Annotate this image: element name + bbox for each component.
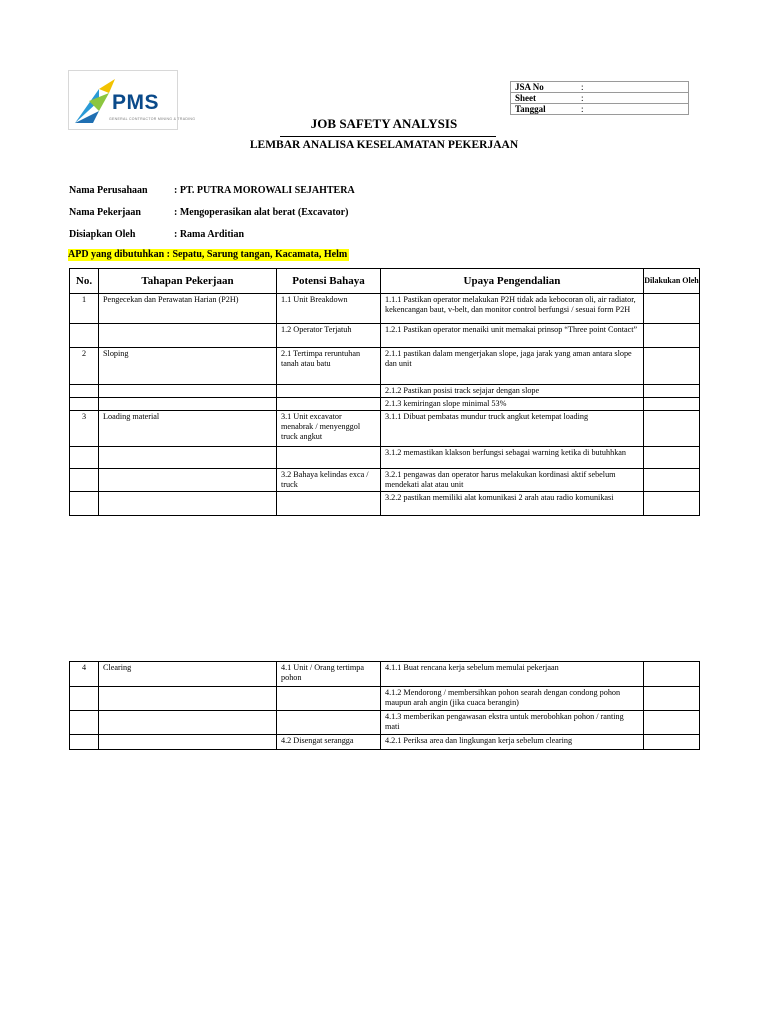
table-row xyxy=(70,662,700,687)
document-subtitle: LEMBAR ANALISA KESELAMATAN PEKERJAAN xyxy=(249,139,519,151)
cell-dilakukan xyxy=(644,662,700,687)
table-row xyxy=(70,348,700,385)
cell-upaya: 2.1.2 Pastikan posisi track sejajar dengan slope xyxy=(381,385,644,398)
cell-no xyxy=(70,492,99,516)
cell-dilakukan xyxy=(644,385,700,398)
cell-no xyxy=(70,398,99,411)
jsa-table xyxy=(69,268,700,516)
table-row xyxy=(70,447,700,469)
cell-upaya: 4.1.3 memberikan pengawasan ekstra untuk merobohkan pohon / ranting mati xyxy=(381,711,644,735)
cell-potensi: 3.2 Bahaya kelindas exca / truck xyxy=(277,469,381,492)
cell-upaya: 2.1.3 kemiringan slope minimal 53% xyxy=(381,398,644,411)
cell-tahapan xyxy=(99,385,277,398)
table-row xyxy=(70,385,700,398)
cell-upaya: 3.2.1 pengawas dan operator harus melakukan kordinasi aktif sebelum mendekati alat atau unit xyxy=(381,469,644,492)
cell-dilakukan xyxy=(644,469,700,492)
cell-no: 3 xyxy=(70,411,99,447)
cell-tahapan: Pengecekan dan Perawatan Harian (P2H) xyxy=(99,294,277,324)
cell-potensi xyxy=(277,398,381,411)
cell-tahapan xyxy=(99,492,277,516)
cell-potensi: 2.1 Tertimpa reruntuhan tanah atau batu xyxy=(277,348,381,385)
cell-dilakukan xyxy=(644,447,700,469)
jsa-box-value: : xyxy=(575,93,689,104)
cell-no xyxy=(70,711,99,735)
cell-tahapan xyxy=(99,711,277,735)
cell-dilakukan xyxy=(644,348,700,385)
prepared-label: Disiapkan Oleh xyxy=(69,229,136,240)
cell-potensi: 4.2 Disengat serangga xyxy=(277,735,381,750)
job-label: Nama Pekerjaan xyxy=(69,207,141,218)
cell-tahapan xyxy=(99,469,277,492)
logo-subtext: GENERAL CONTRACTOR MINING & TRADING xyxy=(109,117,196,121)
cell-potensi: 1.1 Unit Breakdown xyxy=(277,294,381,324)
cell-upaya: 2.1.1 pastikan dalam mengerjakan slope, jaga jarak yang aman antara slope dan unit xyxy=(381,348,644,385)
cell-tahapan xyxy=(99,687,277,711)
jsa-box-label: JSA No xyxy=(511,82,576,93)
cell-no xyxy=(70,735,99,750)
cell-upaya: 4.1.1 Buat rencana kerja sebelum memulai pekerjaan xyxy=(381,662,644,687)
cell-dilakukan xyxy=(644,411,700,447)
cell-dilakukan xyxy=(644,735,700,750)
cell-no xyxy=(70,469,99,492)
jsa-box-value: : xyxy=(575,82,689,93)
table-row xyxy=(70,411,700,447)
prepared-row xyxy=(69,229,244,240)
cell-tahapan xyxy=(99,735,277,750)
cell-no xyxy=(70,687,99,711)
company-label: Nama Perusahaan xyxy=(69,185,148,196)
cell-dilakukan xyxy=(644,294,700,324)
cell-upaya: 3.1.1 Dibuat pembatas mundur truck angkut ketempat loading xyxy=(381,411,644,447)
company-row xyxy=(69,185,355,196)
jsa-info-box xyxy=(510,81,689,115)
cell-upaya: 1.2.1 Pastikan operator menaiki unit memakai prinsop “Three point Contact” xyxy=(381,324,644,348)
cell-tahapan xyxy=(99,447,277,469)
cell-no xyxy=(70,447,99,469)
cell-upaya: 1.1.1 Pastikan operator melakukan P2H tidak ada kebocoran oli, air radiator, kekencangan baut, v-belt, dan monitor control berfungsi / sesuai form P2H xyxy=(381,294,644,324)
jsa-box-row xyxy=(511,104,689,115)
cell-dilakukan xyxy=(644,324,700,348)
cell-tahapan: Clearing xyxy=(99,662,277,687)
cell-tahapan xyxy=(99,324,277,348)
prepared-value: : Rama Arditian xyxy=(174,229,244,240)
cell-dilakukan xyxy=(644,398,700,411)
cell-tahapan: Loading material xyxy=(99,411,277,447)
cell-tahapan: Sloping xyxy=(99,348,277,385)
job-value: : Mengoperasikan alat berat (Excavator) xyxy=(174,207,349,218)
cell-potensi: 4.1 Unit / Orang tertimpa pohon xyxy=(277,662,381,687)
cell-no: 1 xyxy=(70,294,99,324)
document-title: JOB SAFETY ANALYSIS xyxy=(310,116,458,131)
cell-potensi xyxy=(277,687,381,711)
cell-potensi xyxy=(277,492,381,516)
cell-upaya: 4.2.1 Periksa area dan lingkungan kerja sebelum clearing xyxy=(381,735,644,750)
jsa-table-continued xyxy=(69,661,700,750)
jsa-box-value: : xyxy=(575,104,689,115)
logo-text: PMS xyxy=(112,91,160,114)
cell-no: 4 xyxy=(70,662,99,687)
title-underline xyxy=(280,136,496,137)
company-value: : PT. PUTRA MOROWALI SEJAHTERA xyxy=(174,185,355,196)
header-dilakukan: Dilakukan Oleh xyxy=(644,269,700,294)
table-row xyxy=(70,687,700,711)
cell-potensi: 3.1 Unit excavator menabrak / menyenggol truck angkut xyxy=(277,411,381,447)
table-row xyxy=(70,492,700,516)
table-row xyxy=(70,324,700,348)
table-row xyxy=(70,735,700,750)
cell-potensi: 1.2 Operator Terjatuh xyxy=(277,324,381,348)
cell-potensi xyxy=(277,447,381,469)
jsa-box-row xyxy=(511,82,689,93)
header-no: No. xyxy=(70,269,99,294)
cell-no xyxy=(70,324,99,348)
cell-potensi xyxy=(277,385,381,398)
cell-upaya: 3.2.2 pastikan memiliki alat komunikasi 2 arah atau radio komunikasi xyxy=(381,492,644,516)
table-row xyxy=(70,294,700,324)
cell-no: 2 xyxy=(70,348,99,385)
table-row xyxy=(70,469,700,492)
cell-no xyxy=(70,385,99,398)
cell-tahapan xyxy=(99,398,277,411)
table-row xyxy=(70,711,700,735)
header-upaya: Upaya Pengendalian xyxy=(381,269,644,294)
cell-potensi xyxy=(277,711,381,735)
jsa-box-label: Tanggal xyxy=(511,104,576,115)
header-potensi: Potensi Bahaya xyxy=(277,269,381,294)
apd-requirements: APD yang dibutuhkan : Sepatu, Sarung tangan, Kacamata, Helm xyxy=(68,249,348,260)
cell-dilakukan xyxy=(644,687,700,711)
jsa-box-label: Sheet xyxy=(511,93,576,104)
cell-upaya: 3.1.2 memastikan klakson berfungsi sebagai warning ketika di butuhhkan xyxy=(381,447,644,469)
header-tahapan: Tahapan Pekerjaan xyxy=(99,269,277,294)
job-row xyxy=(69,207,348,218)
jsa-box-row xyxy=(511,93,689,104)
cell-dilakukan xyxy=(644,492,700,516)
cell-dilakukan xyxy=(644,711,700,735)
cell-upaya: 4.1.2 Mendorong / membersihkan pohon searah dengan condong pohon maupun arah angin (jika cuaca berangin) xyxy=(381,687,644,711)
table-row xyxy=(70,398,700,411)
